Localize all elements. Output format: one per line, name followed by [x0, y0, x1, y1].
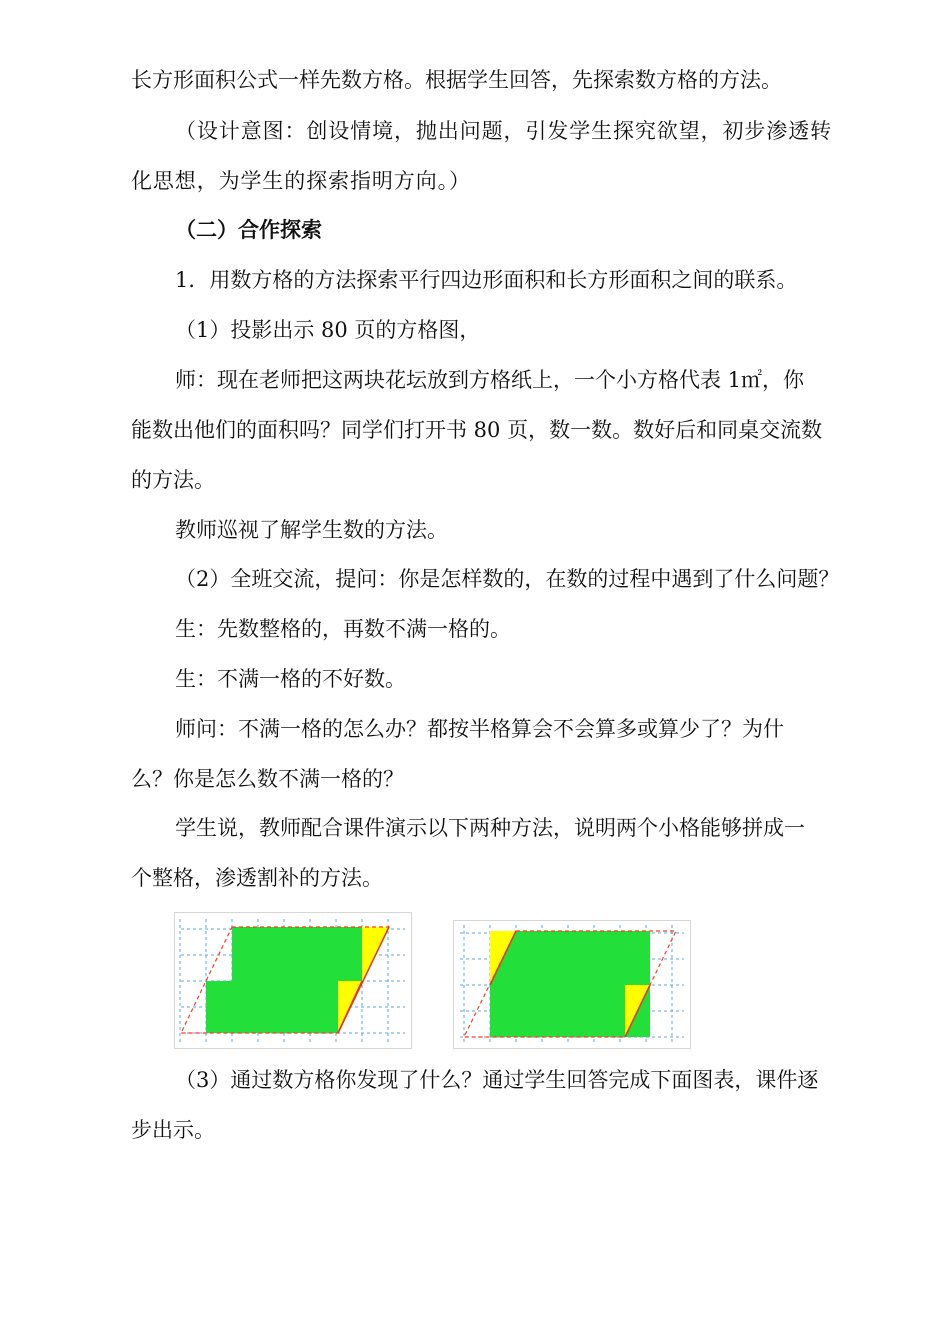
paragraph-line: （2）全班交流，提问：你是怎样数的，在数的过程中遇到了什么问题？ — [175, 567, 840, 591]
grid-figure-left — [174, 912, 412, 1049]
paragraph-line: 1．用数方格的方法探索平行四边形面积和长方形面积之间的联系。 — [175, 268, 798, 292]
design-intent-line: 化思想，为学生的探索指明方向。） — [131, 169, 471, 193]
paragraph-line: 学生说，教师配合课件演示以下两种方法，说明两个小格能够拼成一 — [175, 816, 805, 840]
paragraph-line: 么？你是怎么数不满一格的？ — [131, 767, 404, 791]
paragraph-line: （3）通过数方格你发现了什么？通过学生回答完成下面图表，课件逐 — [175, 1068, 819, 1092]
paragraph-line: 生：不满一格的不好数。 — [175, 667, 406, 691]
paragraph-line: 的方法。 — [131, 468, 215, 492]
paragraph-line: （1）投影出示 80 页的方格图， — [175, 318, 481, 342]
paragraph-line: 教师巡视了解学生数的方法。 — [175, 518, 448, 542]
design-intent-line: （设计意图：创设情境，抛出问题，引发学生探究欲望，初步渗透转 — [175, 119, 832, 143]
paragraph-line: 师：现在老师把这两块花坛放到方格纸上，一个小方格代表 1㎡，你 — [175, 368, 805, 392]
parallelogram-grid-diagram — [454, 921, 690, 1048]
paragraph-line: 个整格，渗透割补的方法。 — [131, 866, 383, 890]
paragraph-line: 长方形面积公式一样先数方格。根据学生回答，先探索数方格的方法。 — [131, 68, 782, 92]
paragraph-line: 师问：不满一格的怎么办？都按半格算会不会算多或算少了？为什 — [175, 717, 784, 741]
paragraph-line: 能数出他们的面积吗？同学们打开书 80 页，数一数。数好后和同桌交流数 — [131, 418, 823, 442]
paragraph-line: 步出示。 — [131, 1118, 215, 1142]
paragraph-line: 生：先数整格的，再数不满一格的。 — [175, 617, 511, 641]
grid-figure-right — [453, 920, 691, 1049]
section-heading: （二）合作探索 — [175, 217, 322, 242]
parallelogram-grid-diagram — [175, 913, 411, 1048]
